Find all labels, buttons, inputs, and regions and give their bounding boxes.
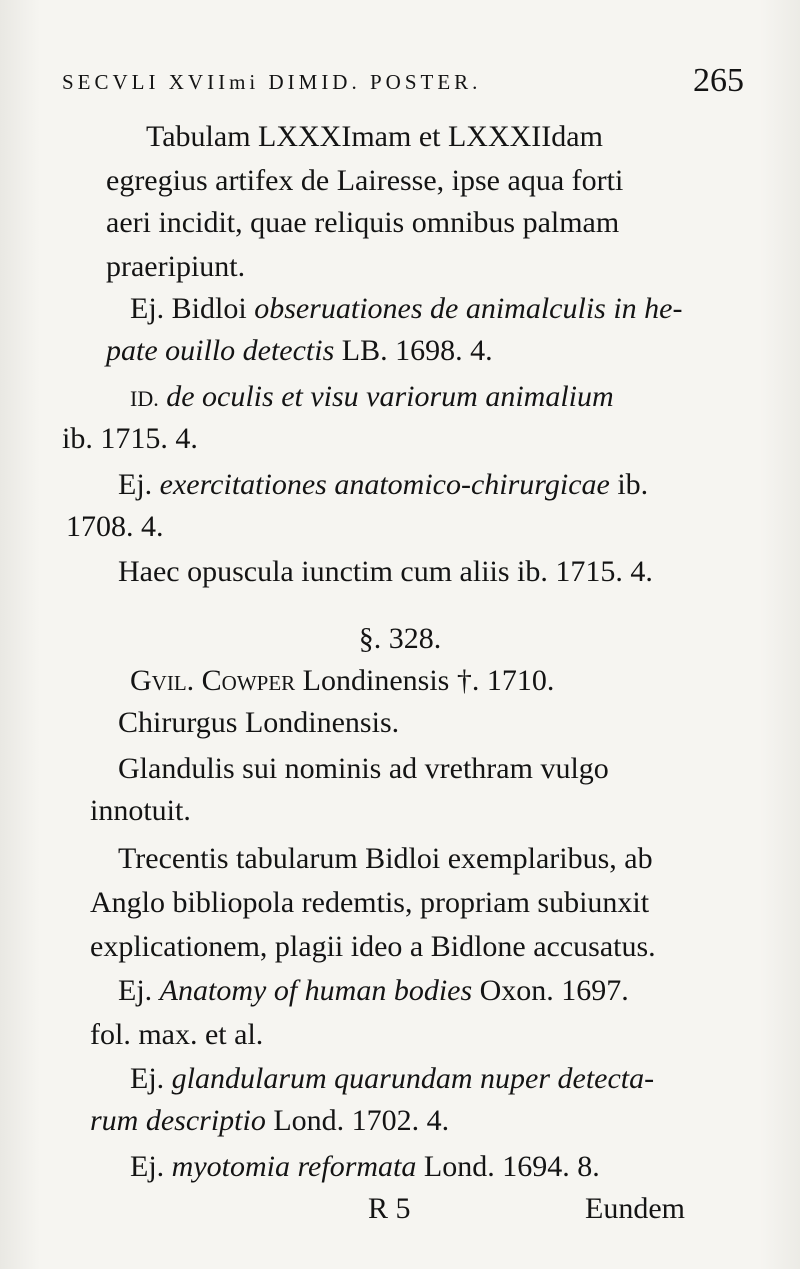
running-head-title: SECVLI XVIImi DIMID. POSTER. <box>62 70 482 94</box>
text-line: Chirurgus Londinensis. <box>118 706 400 739</box>
text-line: praeripiunt. <box>106 250 246 283</box>
bibliography-entry-cont: pate ouillo detectis LB. 1698. 4. <box>106 334 493 367</box>
bibliography-entry: Ej. Anatomy of human bodies Oxon. 1697. <box>118 974 629 1007</box>
text-line: Glandulis sui nominis ad vrethram vulgo <box>118 752 609 785</box>
bibliography-entry: Ej. glandularum quarundam nuper detecta- <box>130 1062 655 1095</box>
bibliography-entry-cont: rum descriptio Lond. 1702. 4. <box>90 1104 450 1137</box>
text-line: explicationem, plagii ideo a Bidlone accusatus. <box>90 930 656 963</box>
text-line: Tabulam LXXXImam et LXXXIIdam <box>146 120 603 153</box>
bibliography-entry-cont: ib. 1715. 4. <box>62 422 198 455</box>
bibliography-entry: Ej. exercitationes anatomico-chirurgicae ib. <box>118 468 649 501</box>
running-header <box>62 62 752 99</box>
signature-mark: R 5 <box>368 1192 411 1225</box>
section-number: §. 328. <box>358 622 442 655</box>
author-heading: Gvil. Cowper Londinensis †. 1710. <box>130 664 555 697</box>
bibliography-note: Haec opuscula iunctim cum aliis ib. 1715. 4. <box>118 555 653 588</box>
text-line: Trecentis tabularum Bidloi exemplaribus, ab <box>118 842 653 875</box>
catchword: Eundem <box>585 1192 685 1225</box>
bibliography-entry-cont: fol. max. et al. <box>90 1018 264 1051</box>
text-line: innotuit. <box>90 794 191 827</box>
bibliography-entry: ID. de oculis et visu variorum animalium <box>130 380 614 413</box>
bibliography-entry: Ej. Bidloi obseruationes de animalculis in he- <box>130 292 683 325</box>
bibliography-entry: Ej. myotomia reformata Lond. 1694. 8. <box>130 1150 600 1183</box>
text-line: aeri incidit, quae reliquis omnibus palmam <box>106 206 620 239</box>
bibliography-entry-cont: 1708. 4. <box>66 510 164 543</box>
page-number: 265 <box>693 62 744 99</box>
text-line: egregius artifex de Lairesse, ipse aqua forti <box>106 164 624 197</box>
text-line: Anglo bibliopola redemtis, propriam subiunxit <box>90 886 650 919</box>
